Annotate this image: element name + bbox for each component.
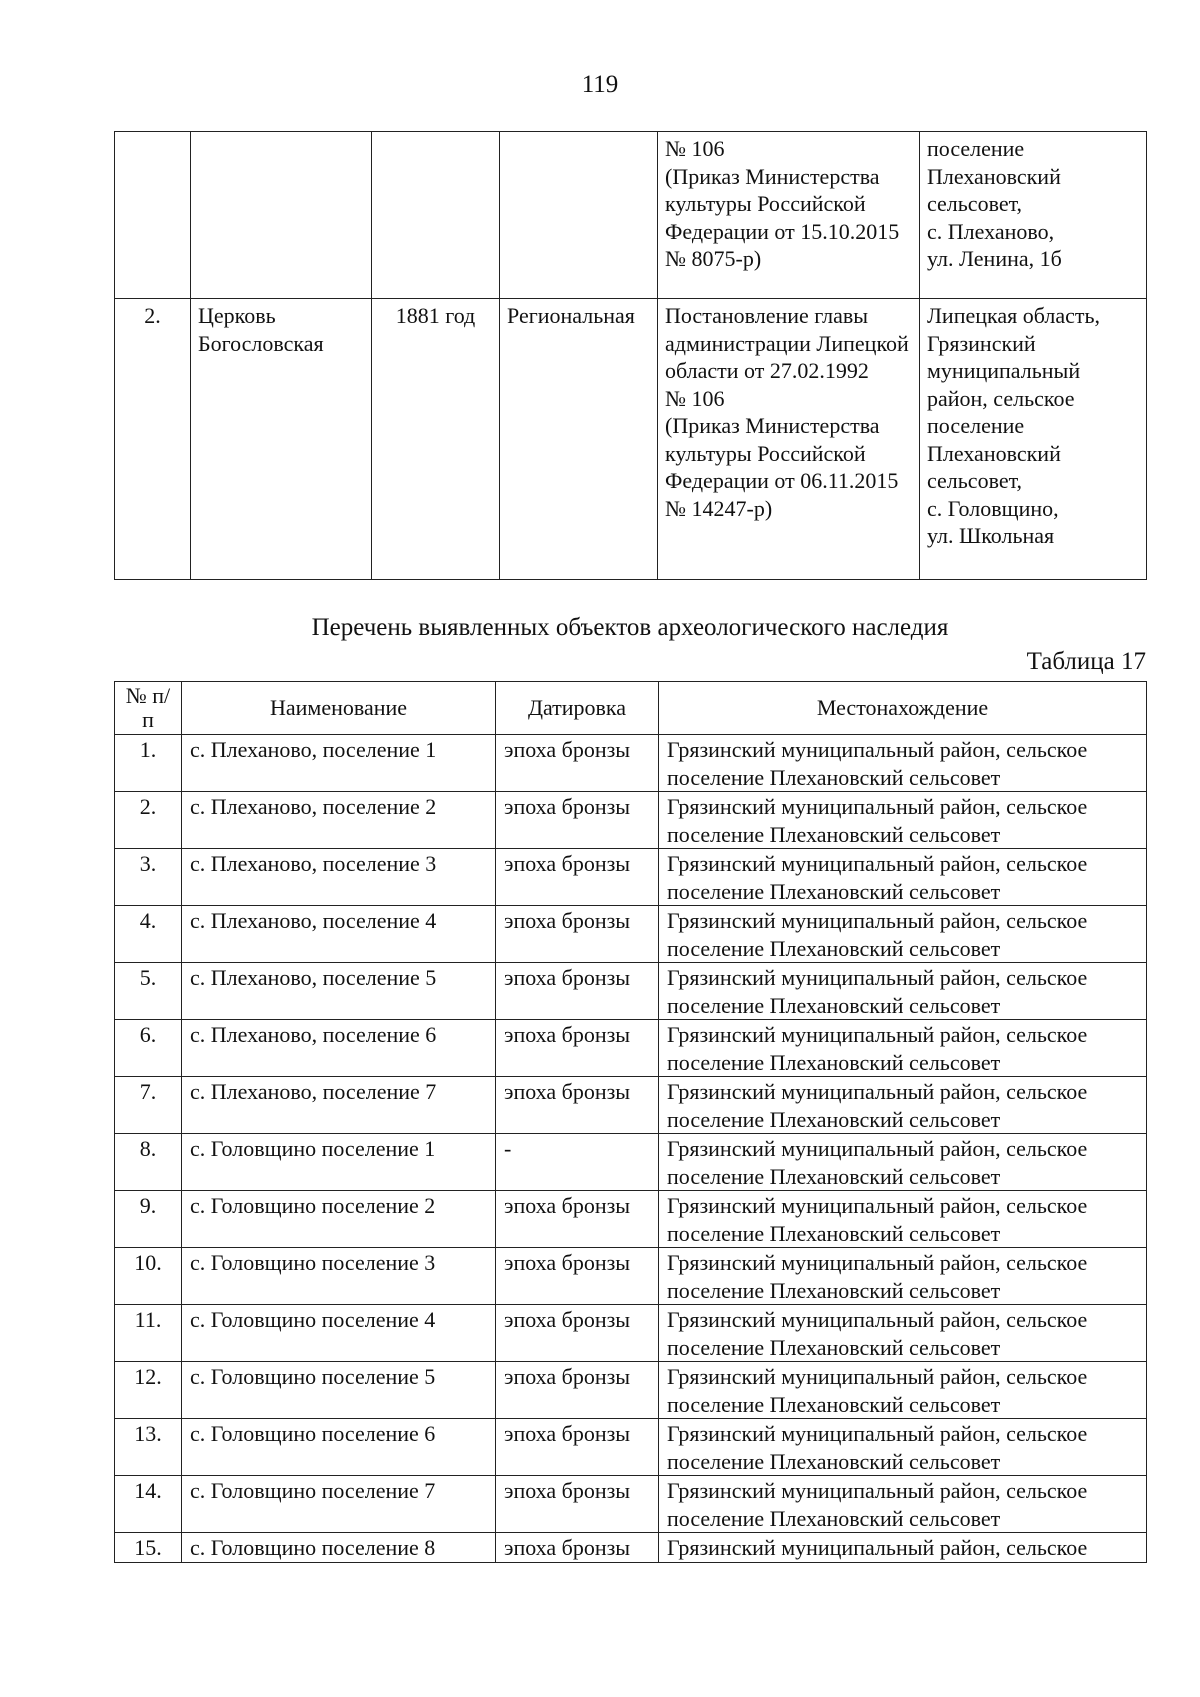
cell-name: с. Головщино поселение 7 bbox=[182, 1476, 496, 1533]
cell-location: Грязинский муниципальный район, сельское поселение Плехановский сельсовет bbox=[659, 1020, 1147, 1077]
cell-name: с. Плеханово, поселение 5 bbox=[182, 963, 496, 1020]
cell-dating: эпоха бронзы bbox=[496, 906, 659, 963]
table-row bbox=[115, 1134, 1147, 1191]
cell-dating: эпоха бронзы bbox=[496, 1191, 659, 1248]
cell-number: 4. bbox=[115, 906, 182, 963]
table-row bbox=[115, 1020, 1147, 1077]
table-row bbox=[115, 299, 1147, 580]
cell-dating: эпоха бронзы bbox=[496, 1020, 659, 1077]
table-row bbox=[115, 1362, 1147, 1419]
cell-location: Грязинский муниципальный район, сельское поселение Плехановский сельсовет bbox=[659, 1476, 1147, 1533]
cell-name: с. Плеханово, поселение 6 bbox=[182, 1020, 496, 1077]
cell-name: с. Головщино поселение 8 bbox=[182, 1533, 496, 1563]
cell-dating: эпоха бронзы bbox=[496, 792, 659, 849]
cell-location: Грязинский муниципальный район, сельское поселение Плехановский сельсовет bbox=[659, 906, 1147, 963]
table-row bbox=[115, 1248, 1147, 1305]
cell-dating: эпоха бронзы bbox=[496, 735, 659, 792]
table-label: Таблица 17 bbox=[1026, 648, 1146, 675]
cell-location: Грязинский муниципальный район, сельское поселение Плехановский сельсовет bbox=[659, 849, 1147, 906]
cell-location: Грязинский муниципальный район, сельское поселение Плехановский сельсовет bbox=[659, 1077, 1147, 1134]
table-row bbox=[115, 906, 1147, 963]
cell-dating: эпоха бронзы bbox=[496, 1077, 659, 1134]
cell-number bbox=[115, 132, 191, 299]
cell-location: Грязинский муниципальный район, сельское поселение Плехановский сельсовет bbox=[659, 1362, 1147, 1419]
cell-name: Церковь Богословская bbox=[191, 299, 372, 580]
cell-location: Грязинский муниципальный район, сельское поселение Плехановский сельсовет bbox=[659, 963, 1147, 1020]
cell-location: Грязинский муниципальный район, сельское поселение Плехановский сельсовет bbox=[659, 792, 1147, 849]
cell-number: 12. bbox=[115, 1362, 182, 1419]
table-row bbox=[115, 1305, 1147, 1362]
cell-dating: - bbox=[496, 1134, 659, 1191]
header-dating: Датировка bbox=[496, 682, 659, 735]
cell-location: Грязинский муниципальный район, сельское поселение Плехановский сельсовет bbox=[659, 1134, 1147, 1191]
cell-location: Грязинский муниципальный район, сельское поселение Плехановский сельсовет bbox=[659, 1191, 1147, 1248]
cell-number: 9. bbox=[115, 1191, 182, 1248]
monuments-table bbox=[114, 131, 1147, 580]
header-number: № п/п bbox=[115, 682, 182, 735]
cell-location: Липецкая область, Грязинский муниципальный район, сельское поселение Плехановский сельсовет, с. Головщино, ул. Школьная bbox=[920, 299, 1147, 580]
table-row bbox=[115, 735, 1147, 792]
cell-dating: эпоха бронзы bbox=[496, 1476, 659, 1533]
cell-name: с. Плеханово, поселение 7 bbox=[182, 1077, 496, 1134]
cell-name: с. Головщино поселение 3 bbox=[182, 1248, 496, 1305]
cell-dating: эпоха бронзы bbox=[496, 1305, 659, 1362]
cell-dating: эпоха бронзы bbox=[496, 1362, 659, 1419]
cell-name: с. Плеханово, поселение 4 bbox=[182, 906, 496, 963]
cell-dating: эпоха бронзы bbox=[496, 849, 659, 906]
section-title: Перечень выявленных объектов археологического наследия bbox=[311, 614, 949, 641]
header-name: Наименование bbox=[182, 682, 496, 735]
cell-name bbox=[191, 132, 372, 299]
cell-number: 10. bbox=[115, 1248, 182, 1305]
table-row bbox=[115, 1476, 1147, 1533]
cell-location: Грязинский муниципальный район, сельское поселение Плехановский сельсовет bbox=[659, 1419, 1147, 1476]
table-row bbox=[115, 963, 1147, 1020]
cell-dating: эпоха бронзы bbox=[496, 963, 659, 1020]
table-row bbox=[115, 792, 1147, 849]
cell-number: 15. bbox=[115, 1533, 182, 1563]
archaeology-table bbox=[114, 681, 1147, 1563]
cell-name: с. Головщино поселение 6 bbox=[182, 1419, 496, 1476]
table-row bbox=[115, 1533, 1147, 1563]
cell-location: Грязинский муниципальный район, сельское поселение Плехановский сельсовет bbox=[659, 1305, 1147, 1362]
cell-number: 6. bbox=[115, 1020, 182, 1077]
cell-dating: эпоха бронзы bbox=[496, 1419, 659, 1476]
cell-name: с. Головщино поселение 1 bbox=[182, 1134, 496, 1191]
cell-document: № 106 (Приказ Министерства культуры Российской Федерации от 15.10.2015 № 8075-р) bbox=[658, 132, 920, 299]
header-location: Местонахождение bbox=[659, 682, 1147, 735]
table-header-row bbox=[115, 682, 1147, 735]
table-row bbox=[115, 1419, 1147, 1476]
table-row bbox=[115, 1077, 1147, 1134]
page-number: 119 bbox=[581, 71, 619, 98]
table-row bbox=[115, 132, 1147, 299]
cell-number: 11. bbox=[115, 1305, 182, 1362]
cell-number: 5. bbox=[115, 963, 182, 1020]
cell-number: 7. bbox=[115, 1077, 182, 1134]
cell-name: с. Плеханово, поселение 3 bbox=[182, 849, 496, 906]
cell-number: 13. bbox=[115, 1419, 182, 1476]
cell-category: Региональная bbox=[500, 299, 658, 580]
cell-number: 14. bbox=[115, 1476, 182, 1533]
cell-name: с. Головщино поселение 2 bbox=[182, 1191, 496, 1248]
cell-name: с. Головщино поселение 4 bbox=[182, 1305, 496, 1362]
cell-location: Грязинский муниципальный район, сельское поселение Плехановский сельсовет bbox=[659, 1248, 1147, 1305]
cell-number: 2. bbox=[115, 792, 182, 849]
cell-location: поселение Плехановский сельсовет, с. Плеханово, ул. Ленина, 1б bbox=[920, 132, 1147, 299]
cell-document: Постановление главы администрации Липецкой области от 27.02.1992 № 106 (Приказ Министерства культуры Российской Федерации от 06.11.2015 № 14247-р) bbox=[658, 299, 920, 580]
cell-category bbox=[500, 132, 658, 299]
cell-location: Грязинский муниципальный район, сельское поселение Плехановский сельсовет bbox=[659, 735, 1147, 792]
cell-location: Грязинский муниципальный район, сельское bbox=[659, 1533, 1147, 1563]
cell-dating: эпоха бронзы bbox=[496, 1533, 659, 1563]
cell-name: с. Плеханово, поселение 2 bbox=[182, 792, 496, 849]
table-row bbox=[115, 1191, 1147, 1248]
cell-number: 8. bbox=[115, 1134, 182, 1191]
cell-number: 1. bbox=[115, 735, 182, 792]
cell-dating: эпоха бронзы bbox=[496, 1248, 659, 1305]
cell-date bbox=[372, 132, 500, 299]
cell-name: с. Плеханово, поселение 1 bbox=[182, 735, 496, 792]
cell-number: 2. bbox=[115, 299, 191, 580]
table-row bbox=[115, 849, 1147, 906]
cell-name: с. Головщино поселение 5 bbox=[182, 1362, 496, 1419]
cell-number: 3. bbox=[115, 849, 182, 906]
cell-date: 1881 год bbox=[372, 299, 500, 580]
